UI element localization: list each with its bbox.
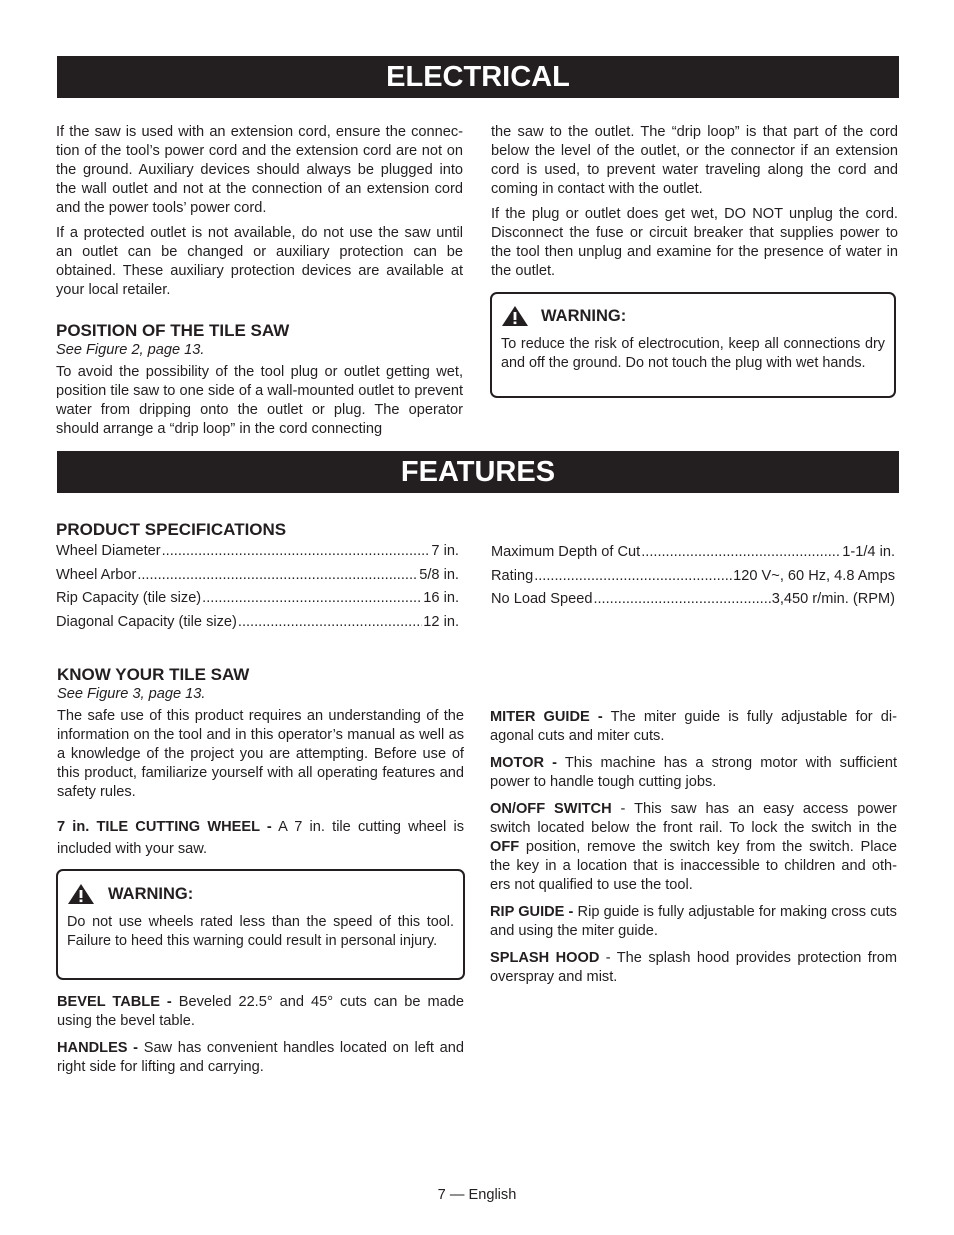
position-text: To avoid the possibility of the tool plug or outlet getting wet, position tile saw to one side of a wall-mounted outlet to prevent water from dripping onto the outlet or plug. The operator should arrange a “drip loop” in the cord connecting [56,364,463,437]
warning-header [501,305,885,327]
miter-desc: The miter guide is fully adjustable for di- agonal cuts and miter cuts. [490,709,898,744]
spec-row-rating [491,568,895,592]
warning-triangle-icon [501,305,529,327]
splash-desc: - The splash hood provides protection from overspray and mist. [490,950,897,985]
know-left-column [57,664,464,866]
spec-value: 1-1/4 in. [842,544,895,560]
wheel-term: 7 in. TILE CUTTING WHEEL - [57,819,272,835]
spec-label: Rating [491,567,534,584]
warning-header [67,883,454,905]
spec-row-rip-capacity [56,590,459,614]
spec-label: Maximum Depth of Cut [491,544,641,560]
specs-left-list [56,543,459,637]
handles-term: HANDLES - [57,1040,139,1056]
warning-label: WARNING: [108,884,194,903]
rip-desc: Rip guide is fully adjustable for making cross cuts and using the miter guide. [490,904,897,939]
features-left-lower [57,993,464,1083]
electrical-paragraph-2: If a protected outlet is not available, do not use the saw until an outlet can be changed or auxiliary protection can be obtained. These auxiliary protection devices are available at your local retailer. [56,225,463,298]
warning-label: WARNING: [541,306,627,325]
wheel-desc: A 7 in. tile cutting wheel is included with your saw. [57,819,464,857]
splash-term: SPLASH HOOD [490,950,600,966]
motor-feature [490,754,897,792]
electrical-banner: ELECTRICAL [57,56,899,98]
handles-desc: Saw has convenient handles located on left and right side for lifting and carrying. [57,1040,464,1075]
rip-term: RIP GUIDE - [490,904,574,920]
electrical-paragraph-1: If the saw is used with an extension cord, ensure the connec- tion of the tool’s power cord and the extension cord are not on the ground. Auxiliary devices should always be plugged into the wall outlet and not at the connection of an extension cord and the power tools’ power cord. [56,124,463,216]
bevel-table-feature [57,993,464,1031]
know-your-tile-saw-heading: KNOW YOUR TILE SAW [57,665,250,684]
motor-desc: This machine has a strong motor with sufficient power to handle tough cutting jobs. [490,755,898,790]
on-off-switch-feature [490,800,897,895]
spec-label: Rip Capacity (tile size) [56,590,202,606]
features-banner: FEATURES [57,451,899,493]
wheel-feature [57,816,464,860]
page-footer: 7 — English [437,1187,517,1203]
spec-row-wheel-diameter [56,543,459,567]
miter-term: MITER GUIDE - [490,709,603,725]
spec-label: No Load Speed [491,591,593,607]
warning-triangle-icon [67,883,95,905]
spec-label: Diagonal Capacity (tile size) [56,613,237,630]
electrical-left-column [56,123,463,445]
switch-term: ON/OFF SWITCH [490,801,612,817]
bevel-term: BEVEL TABLE - [57,994,172,1010]
motor-term: MOTOR - [490,755,558,771]
switch-off: OFF [490,839,520,855]
electrical-warning-box [490,292,896,398]
rip-guide-feature [490,903,897,941]
switch-desc-1: - This saw has an easy access power switch located below the front rail. To lock the switch in the [490,801,897,836]
spec-row-no-load-speed [491,591,895,615]
spec-row-max-depth [491,544,895,568]
specs-right-list [491,544,895,615]
drip-loop-text: the saw to the outlet. The “drip loop” is that part of the cord below the level of the outlet, or the connector if an extension cord is used, to prevent water traveling along the cord and coming in contact with the outlet. [491,124,898,197]
miter-guide-feature [490,708,897,746]
know-intro-text: The safe use of this product requires an understanding of the information on the tool and in this operator’s manual as well as a knowledge of the project you are attempting. Before use of this product, familiarize yourself with all operating features and safety rules. [57,708,464,800]
know-figure-ref: See Figure 3, page 13. [57,686,206,702]
bevel-desc: Beveled 22.5° and 45° cuts can be made using the bevel table. [57,994,464,1029]
features-right-column [490,708,897,993]
position-heading: POSITION OF THE TILE SAW [56,321,290,340]
electrical-right-column [491,123,898,287]
spec-value: 120 V~, 60 Hz, 4.8 Amps [733,567,895,584]
features-warning-box [56,869,465,980]
spec-label: Wheel Arbor [56,566,137,583]
spec-value: 5/8 in. [419,566,459,583]
warning-text: Do not use wheels rated less than the speed of this tool. Failure to heed this warning could result in personal injury. [67,914,454,949]
handles-feature [57,1039,464,1077]
product-specifications-heading: PRODUCT SPECIFICATIONS [56,520,287,539]
spec-value: 12 in. [423,613,459,630]
spec-label: Wheel Diameter [56,543,161,559]
wet-plug-text: If the plug or outlet does get wet, DO NOT unplug the cord. Disconnect the fuse or circuit breaker that supplies power to the tool then unplug and examine for the presence of water in the outlet. [491,206,898,279]
switch-desc-2: position, remove the switch key from the switch. Place the key in a location that is inaccessible to children and oth- ers not qualified to use the tool. [490,839,897,893]
spec-value: 16 in. [423,590,459,606]
spec-value: 7 in. [431,543,459,559]
warning-text: To reduce the risk of electrocution, keep all connections dry and off the ground. Do not touch the plug with wet hands. [501,336,885,371]
spec-row-wheel-arbor [56,567,459,591]
spec-value: 3,450 r/min. (RPM) [771,591,895,607]
spec-row-diagonal-capacity [56,614,459,638]
splash-hood-feature [490,949,897,987]
position-figure-ref: See Figure 2, page 13. [56,342,205,358]
